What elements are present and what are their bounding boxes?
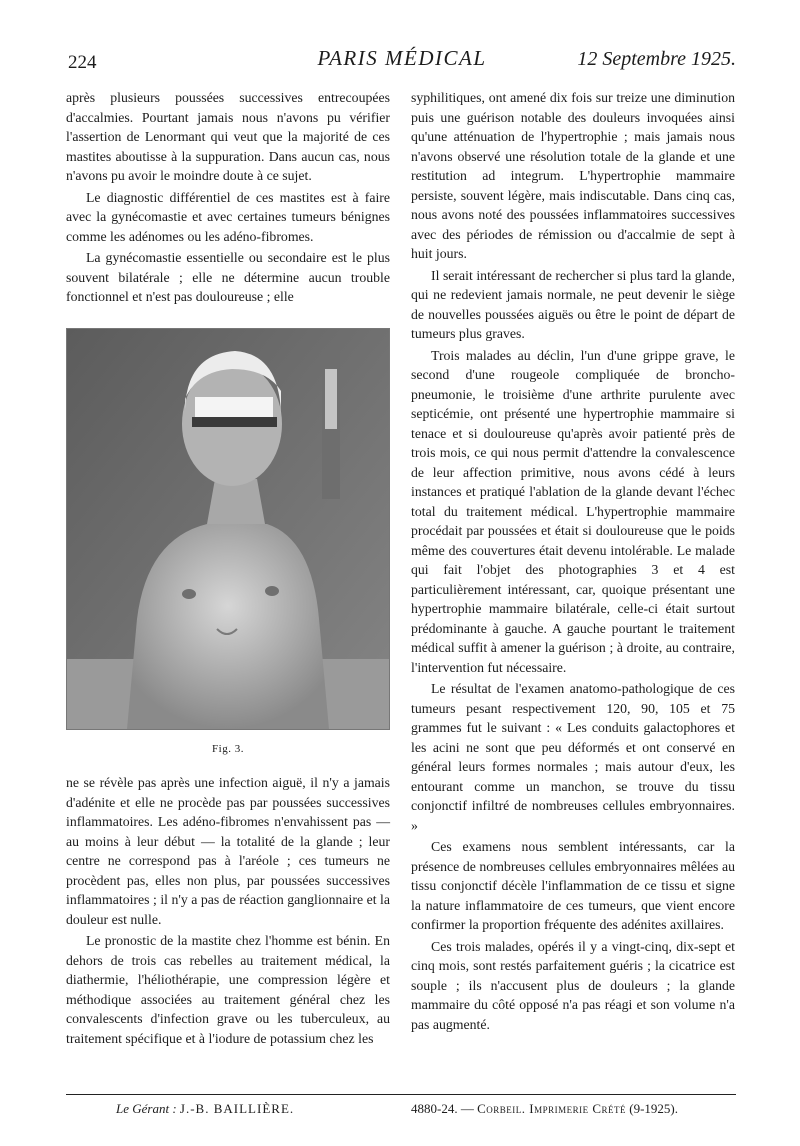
paragraph: Ces examens nous semblent intéressants, car la présence de nombreuses cellules embryonnaires mêlées au tissu conjonctif décèle l'inflammation de ce tissu et signe la nature inflammatoire de ces tumeurs, que vient encore confirmer la proportion fréquente des adénites axillaires. bbox=[411, 839, 735, 932]
paragraph: Il serait intéressant de rechercher si plus tard la glande, qui ne redevient jamais normale, ne peut devenir le siège de nouvelles poussées aiguës ou être le point de départ de tumeurs plus graves. bbox=[411, 267, 735, 341]
figure-3 bbox=[66, 328, 390, 760]
paragraph: Trois malades au déclin, l'un d'une grippe grave, le second d'une rougeole compliquée de broncho-pneumonie, le troisième d'une arthrite purulente avec septicémie, ont présenté une hypertrophie mammaire si tenace et si douloureuse qu'après avoir patienté près de trois mois, ce qui nous permit d'attendre la convalescence de leur affection primitive, nous avons cédé à leurs instances et pratiqué l'ablation de la glande devant l'échec total du traitement médical. L'hypertrophie mammaire procédait par poussées et était si douloureuse que le poids même des couvertures était devenu intolérable. Le malade qui fait l'objet des photographies 3 et 4 est particulièrement intéressant, car, quoique présentant une hypertrophie mammaire bilatérale, celle-ci était surtout prédominante à gauche. A gauche pourtant le traitement médical suffit à amener la guérison ; à droite, au contraire, l'intervention fut nécessaire. bbox=[411, 347, 735, 675]
paragraph: syphilitiques, ont amené dix fois sur treize une diminution puis une guérison notable des douleurs invoquées ainsi qu'une atténuation de l'hypertrophie ; mais jamais nous n'avons observé une résolution totale de la glande et une restitution ad integrum. L'hypertrophie mammaire persiste, souvent légère, mais indiscutable. Dans cinq cas, nous avons noté des poussées inflammatoires successives avec des périodes de rémission ou d'accalmie de sept à huit jours. bbox=[411, 90, 735, 261]
issue-date: 12 Septembre 1925. bbox=[577, 48, 736, 70]
paragraph: La gynécomastie essentielle ou secondaire est le plus souvent bilatérale ; elle ne détermine aucun trouble fonctionnel et n'est pas douloureuse ; elle bbox=[66, 250, 390, 304]
running-title: PARIS MÉDICAL bbox=[317, 46, 487, 70]
paragraph: Le diagnostic différentiel de ces mastites est à faire avec la gynécomastie et avec certaines tumeurs bénignes comme les adénomes ou les adéno-fibromes. bbox=[66, 189, 390, 244]
page-header bbox=[68, 44, 736, 74]
left-column bbox=[66, 88, 390, 1048]
printer-credit bbox=[411, 1101, 678, 1117]
paragraph: Le résultat de l'examen anatomo-pathologique de ces tumeurs pesant respectivement 120, 90, 105 et 75 grammes fut le suivant : « Les conduits galactophores et les acini ne sont que peu déformés et ont conservé en général leurs formes normales ; mais autour d'eux, les entourant comme un manchon, se trouve du tissu conjonctif infiltré de nombreuses cellules embryonnaires. » bbox=[411, 681, 735, 833]
gerant-label: Le Gérant : bbox=[116, 1101, 177, 1116]
figure-caption: Fig. 3. bbox=[212, 742, 244, 755]
paragraph: Ces trois malades, opérés il y a vingt-cinq, dix-sept et cinq mois, sont restés parfaitement guéris ; la cicatrice est souple ; ils n'accusent plus de douleurs ; la glande mammaire du côté opposé n'a pas réagi et son volume n'a pas augmenté. bbox=[411, 938, 735, 1032]
right-column bbox=[411, 88, 735, 1034]
printer-name: Corbeil. Imprimerie Crété bbox=[477, 1101, 627, 1116]
page-number: 224 bbox=[68, 52, 97, 73]
footer-divider bbox=[66, 1094, 736, 1095]
print-date: (9-1925). bbox=[629, 1101, 679, 1116]
paragraph: ne se révèle pas après une infection aiguë, il n'y a jamais d'adénite et elle ne procède pas par poussées successives inflammatoires. Les adéno-fibromes n'envahissent pas — au moins à leur début — la totalité de la glande ; leur centre ne correspond pas à l'aréole ; ces tumeurs ne procèdent pas, elles non plus, par poussées successives inflammatoires ; il n'y a pas de réaction ganglionnaire et la douleur est nulle. bbox=[66, 775, 390, 927]
patient-photograph bbox=[66, 328, 390, 730]
gerant-name: J.-B. BAILLIÈRE. bbox=[179, 1101, 295, 1116]
print-number: 4880-24. — bbox=[411, 1101, 474, 1116]
paragraph: Le pronostic de la mastite chez l'homme est bénin. En dehors de trois cas rebelles au traitement médical, la diathermie, l'héliothérapie, une compression légère et méthodique associées au traitement général chez les convalescents d'infection grave ou les tuberculeux, au traitement spécifique et à l'iodure de potassium chez les bbox=[66, 933, 390, 1046]
gerant-credit bbox=[116, 1101, 294, 1117]
paragraph: après plusieurs poussées successives entrecoupées d'accalmies. Pourtant jamais nous n'avons pu vérifier l'assertion de Lenormant qui veut que la majorité de ces mastites aboutisse à la suppuration. Dans aucun cas, nous n'avons pu avoir le moindre doute à ce sujet. bbox=[66, 90, 390, 183]
